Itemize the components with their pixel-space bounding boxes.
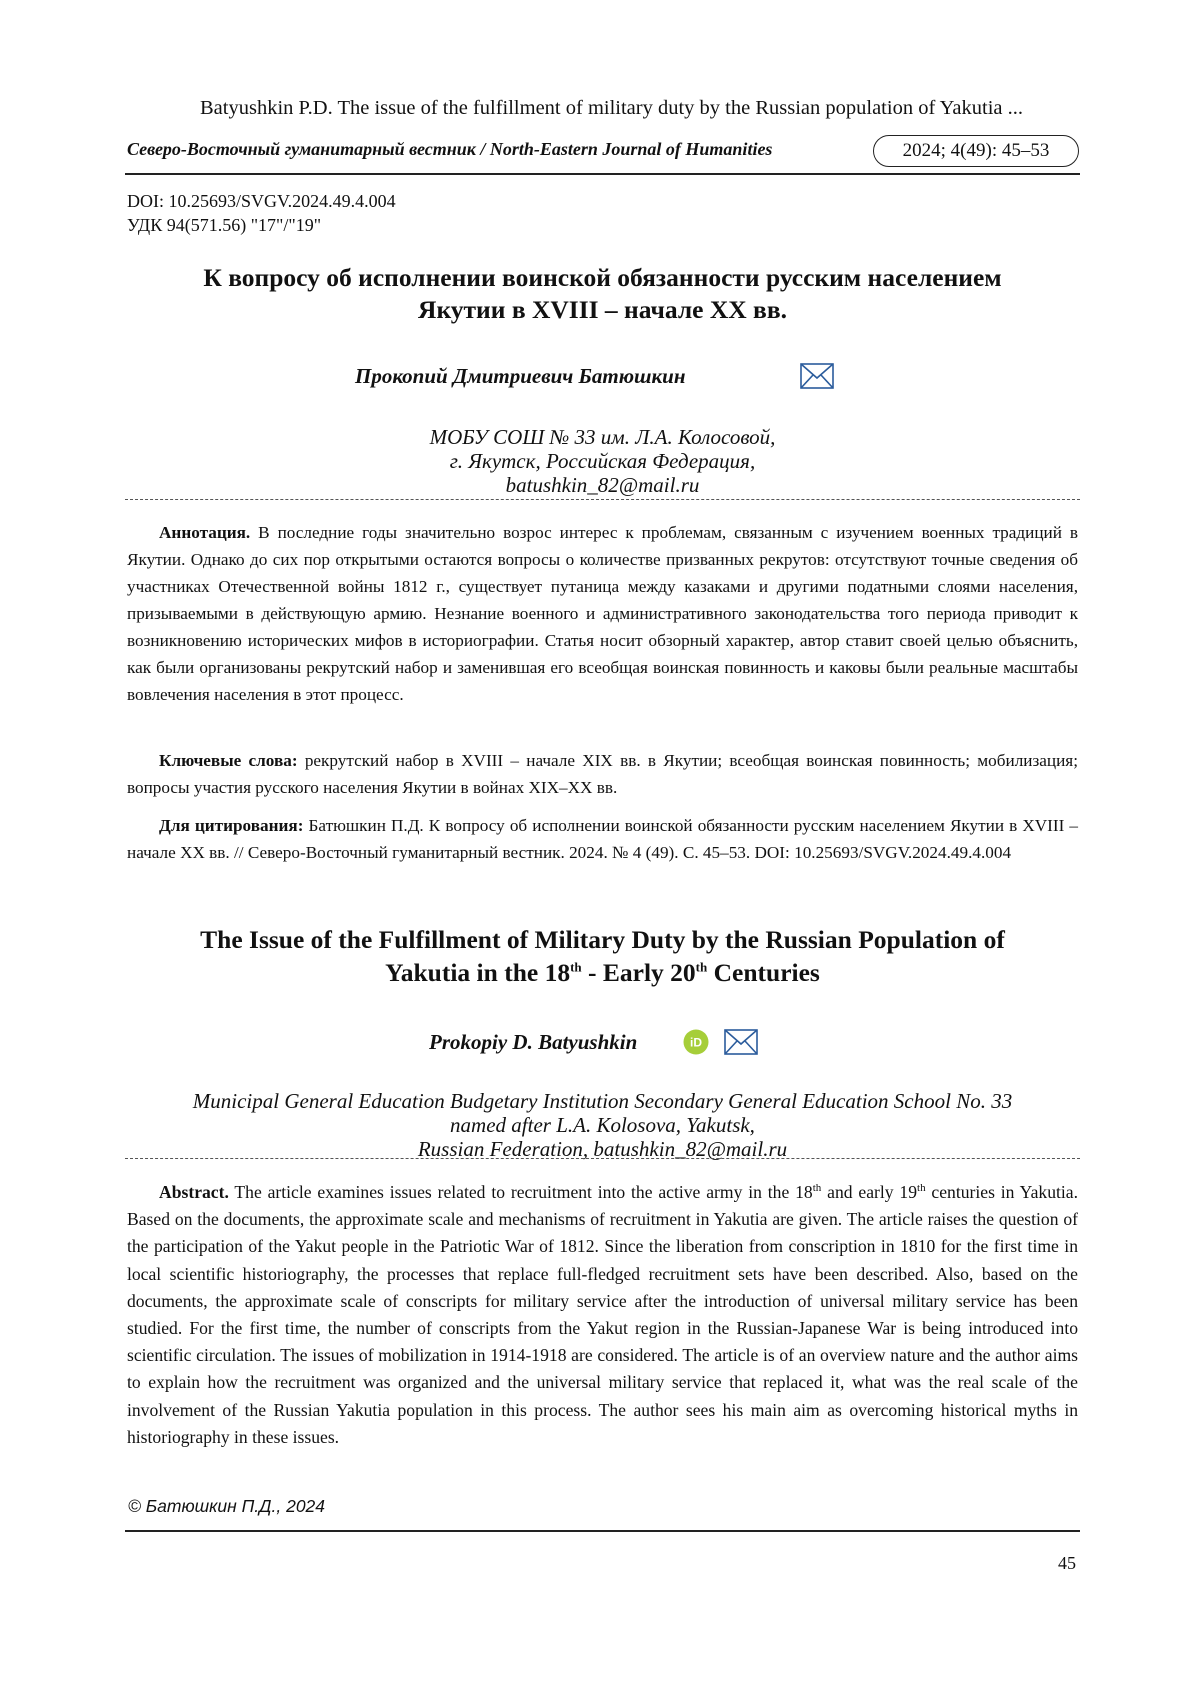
mail-icon[interactable] <box>800 363 834 394</box>
title-ru-line-2: Якутии в XVIII – начале XX вв. <box>418 295 787 324</box>
keywords-label: Ключевые слова: <box>159 751 298 770</box>
citation-text: Батюшкин П.Д. К вопросу об исполнении воинской обязанности русским населением Якутии в XVIII – начале XX вв. // Северо-Восточный гуманитарный вестник. 2024. № 4 (49). С. 45–53. DOI: 10.25693/SVGV.2024.49.4.004 <box>127 816 1078 862</box>
mail-icon[interactable] <box>724 1029 758 1060</box>
keywords-paragraph <box>127 747 1078 801</box>
title-en-line-2: Yakutia in the 18th - Early 20th Centuries <box>385 958 820 987</box>
affiliation-en-line-3[interactable]: Russian Federation, batushkin_82@mail.ru <box>417 1137 788 1161</box>
affiliation-ru <box>125 425 1080 497</box>
journal-header <box>125 135 1080 169</box>
udk-line: УДК 94(571.56) "17"/"19" <box>127 215 322 235</box>
affiliation-en <box>125 1089 1080 1161</box>
header-divider <box>125 173 1080 175</box>
footer-divider <box>125 1530 1080 1532</box>
orcid-icon[interactable] <box>683 1029 709 1060</box>
issue-badge: 2024; 4(49): 45–53 <box>873 135 1079 167</box>
annotation-text: В последние годы значительно возрос интерес к проблемам, связанным с изучением военных традиций в Якутии. Однако до сих пор открытыми остаются вопросы о количестве призванных рекрутов: отсутствуют точные сведения об участниках Отечественной войны 1812 г., существует путаница между казаками и другими податными слоями населения, призываемыми в действующую армию. Незнание военного и административного законодательства того периода приводит к возникновению исторических мифов в историографии. Статья носит обзорный характер, автор ставит своей целью объяснить, как были организованы рекрутский набор и заменившая его всеобщая воинская повинность и каковы были реальные масштабы вовлечения населения в этот процесс. <box>127 523 1078 704</box>
running-head: Batyushkin P.D. The issue of the fulfillment of military duty by the Russian population of Yakutia ... <box>200 97 1023 119</box>
citation-paragraph <box>127 812 1078 866</box>
copyright-note: © Батюшкин П.Д., 2024 <box>128 1496 326 1516</box>
article-title-ru <box>125 262 1080 326</box>
title-en-line-1: The Issue of the Fulfillment of Military Duty by the Russian Population of <box>200 925 1005 954</box>
orcid-icon-label: iD <box>690 1035 702 1050</box>
annotation-paragraph <box>127 519 1078 708</box>
keywords-text: рекрутский набор в XVIII – начале XIX вв. в Якутии; всеобщая воинская повинность; мобилизация; вопросы участия русского населения Якутии в войнах XIX–XX вв. <box>127 751 1078 797</box>
abstract-label: Abstract. <box>159 1182 229 1202</box>
citation-label: Для цитирования: <box>159 816 304 835</box>
author-name-en: Prokopiy D. Batyushkin <box>429 1030 638 1054</box>
affiliation-ru-line-2: г. Якутск, Российская Федерация, <box>449 449 756 473</box>
dashed-divider <box>125 499 1080 500</box>
dashed-divider <box>125 1158 1080 1159</box>
affiliation-en-line-1: Municipal General Education Budgetary Institution Secondary General Education School No. 33 <box>192 1089 1013 1113</box>
abstract-paragraph: Abstract. The article examines issues related to recruitment into the active army in the 18th and early 19th centuries in Yakutia. Based on the documents, the approximate scale and mechanisms of recruitment in Yakutia are given. The article raises the question of the participation of the Yakut people in the Patriotic War of 1812. Since the liberation from conscription in 1810 for the first time in local scientific historiography, the processes that replace full-fledged recruitment sets have been described. Also, based on the documents, the approximate scale of conscripts for military service after the introduction of universal military service has been studied. For the first time, the number of conscripts from the Yakut region in the Russian-Japanese War is being introduced into scientific circulation. The issues of mobilization in 1914-1918 are considered. The article is of an overview nature and the author aims to explain how the recruitment was organized and the universal military service that replaced it, what was the real scale of the involvement of the Russian Yakutia population in this process. The author sees his main aim as overcoming historical myths in historiography in these issues. <box>127 1182 1079 1447</box>
page-number: 45 <box>1058 1553 1076 1573</box>
doi-line: DOI: 10.25693/SVGV.2024.49.4.004 <box>127 191 396 211</box>
title-ru-line-1: К вопросу об исполнении воинской обязанности русским населением <box>203 263 1002 292</box>
journal-name: Северо-Восточный гуманитарный вестник / North-Eastern Journal of Humanities <box>127 139 773 159</box>
article-title-en <box>125 923 1080 989</box>
author-name-ru: Прокопий Дмитриевич Батюшкин <box>355 364 686 388</box>
affiliation-ru-email[interactable]: batushkin_82@mail.ru <box>505 473 700 497</box>
affiliation-en-line-2: named after L.A. Kolosova, Yakutsk, <box>450 1113 755 1137</box>
affiliation-ru-line-1: МОБУ СОШ № 33 им. Л.А. Колосовой, <box>429 425 776 449</box>
annotation-label: Аннотация. <box>159 523 251 542</box>
